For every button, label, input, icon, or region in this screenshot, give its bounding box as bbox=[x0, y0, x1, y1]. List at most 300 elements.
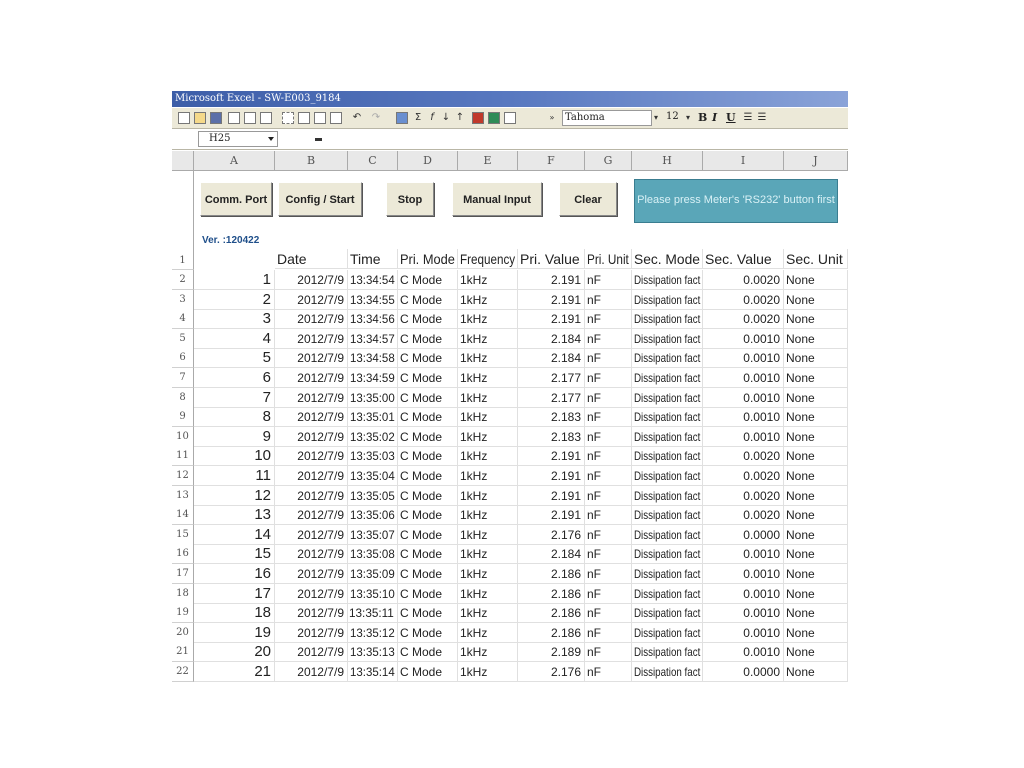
cell-sm[interactable] bbox=[632, 290, 703, 310]
cell-su[interactable] bbox=[784, 623, 848, 643]
cell-sv[interactable] bbox=[703, 466, 784, 486]
cell-pv[interactable] bbox=[518, 309, 585, 329]
cell-su[interactable] bbox=[784, 427, 848, 447]
cell-freq[interactable] bbox=[458, 348, 518, 368]
print-icon[interactable] bbox=[228, 112, 240, 124]
cell-freq[interactable] bbox=[458, 466, 518, 486]
cell-mode[interactable] bbox=[398, 623, 458, 643]
italic-button[interactable]: I bbox=[712, 111, 718, 124]
cell-sv[interactable] bbox=[703, 290, 784, 310]
cell-value: nF bbox=[587, 606, 602, 620]
cell-pv[interactable] bbox=[518, 466, 585, 486]
cell-sm[interactable] bbox=[632, 564, 703, 584]
cell-mode[interactable] bbox=[398, 309, 458, 329]
cell-value: None bbox=[786, 351, 815, 365]
cell-time[interactable] bbox=[348, 388, 398, 408]
row-header[interactable]: 22 bbox=[172, 662, 194, 682]
cell-time[interactable] bbox=[348, 662, 398, 682]
column-title-pri-value[interactable] bbox=[518, 249, 585, 269]
paste-icon[interactable] bbox=[314, 112, 326, 124]
cell-sm[interactable] bbox=[632, 544, 703, 564]
cell-sm[interactable] bbox=[632, 584, 703, 604]
cell-pu[interactable] bbox=[585, 525, 632, 545]
cell-su[interactable] bbox=[784, 584, 848, 604]
cell-mode[interactable] bbox=[398, 603, 458, 623]
cell-pv[interactable] bbox=[518, 623, 585, 643]
column-header-a[interactable]: A bbox=[194, 151, 275, 171]
cell-sv[interactable] bbox=[703, 348, 784, 368]
column-header-i[interactable]: I bbox=[703, 151, 784, 171]
cell-date[interactable] bbox=[275, 290, 348, 310]
cell-time[interactable] bbox=[348, 564, 398, 584]
chart-wizard-icon[interactable] bbox=[472, 112, 484, 124]
column-header-d[interactable]: D bbox=[398, 151, 458, 171]
cell-pu[interactable] bbox=[585, 486, 632, 506]
cell-date[interactable] bbox=[275, 329, 348, 349]
cell-pu[interactable] bbox=[585, 466, 632, 486]
stop-button[interactable]: Stop bbox=[386, 182, 434, 216]
cell-sv[interactable] bbox=[703, 446, 784, 466]
cell-mode[interactable] bbox=[398, 407, 458, 427]
autosum-icon[interactable]: Σ bbox=[414, 112, 422, 123]
align-left-icon[interactable]: ☰ bbox=[743, 112, 753, 123]
print-preview-icon[interactable] bbox=[244, 112, 256, 124]
cell-mode[interactable] bbox=[398, 290, 458, 310]
cell-pu[interactable] bbox=[585, 446, 632, 466]
cell-value: 0.0010 bbox=[743, 547, 780, 561]
cell-time[interactable] bbox=[348, 407, 398, 427]
cell-sv[interactable] bbox=[703, 564, 784, 584]
cell-sm[interactable] bbox=[632, 505, 703, 525]
font-size-select[interactable]: 12 bbox=[666, 111, 679, 122]
row-header[interactable]: 15 bbox=[172, 525, 194, 545]
cell-mode[interactable] bbox=[398, 544, 458, 564]
cell-freq[interactable] bbox=[458, 603, 518, 623]
cell-pv[interactable] bbox=[518, 505, 585, 525]
column-title-sec-value[interactable] bbox=[703, 249, 784, 269]
cell-sv[interactable] bbox=[703, 368, 784, 388]
drawing-icon[interactable] bbox=[488, 112, 500, 124]
cell-su[interactable] bbox=[784, 309, 848, 329]
cell-mode[interactable] bbox=[398, 525, 458, 545]
row-header[interactable]: 18 bbox=[172, 584, 194, 604]
cell-pu[interactable] bbox=[585, 505, 632, 525]
cell-freq[interactable] bbox=[458, 427, 518, 447]
row-header[interactable]: 11 bbox=[172, 446, 194, 466]
cell-sm[interactable] bbox=[632, 348, 703, 368]
cell-pv[interactable] bbox=[518, 662, 585, 682]
cell-sv[interactable] bbox=[703, 407, 784, 427]
cell-date[interactable] bbox=[275, 525, 348, 545]
cell-pu[interactable] bbox=[585, 642, 632, 662]
column-header-h[interactable]: H bbox=[632, 151, 703, 171]
cell-su[interactable] bbox=[784, 603, 848, 623]
undo-icon[interactable]: ↶ bbox=[352, 112, 362, 123]
cell-su[interactable] bbox=[784, 446, 848, 466]
cell-time[interactable] bbox=[348, 544, 398, 564]
cell-n[interactable] bbox=[194, 505, 275, 525]
cell-sv[interactable] bbox=[703, 642, 784, 662]
cell-su[interactable] bbox=[784, 486, 848, 506]
font-name-dropdown-icon[interactable]: ▾ bbox=[653, 113, 658, 122]
cell-su[interactable] bbox=[784, 348, 848, 368]
cell-time[interactable] bbox=[348, 270, 398, 290]
cell-time[interactable] bbox=[348, 348, 398, 368]
cell-pu[interactable] bbox=[585, 329, 632, 349]
cell-mode[interactable] bbox=[398, 427, 458, 447]
cell-pu[interactable] bbox=[585, 427, 632, 447]
cell-su[interactable] bbox=[784, 329, 848, 349]
cell-sm[interactable] bbox=[632, 329, 703, 349]
cell-date[interactable] bbox=[275, 603, 348, 623]
cell-n[interactable] bbox=[194, 270, 275, 290]
column-header-e[interactable]: E bbox=[458, 151, 518, 171]
cell-sm[interactable] bbox=[632, 603, 703, 623]
row-header[interactable]: 19 bbox=[172, 603, 194, 623]
row-header[interactable]: 2 bbox=[172, 270, 194, 290]
row-header[interactable]: 14 bbox=[172, 505, 194, 525]
column-title-date[interactable] bbox=[275, 249, 348, 269]
name-box[interactable]: H25 bbox=[198, 131, 278, 147]
cell-time[interactable] bbox=[348, 309, 398, 329]
cell-n[interactable] bbox=[194, 544, 275, 564]
function-icon[interactable]: f bbox=[430, 112, 434, 123]
cell-su[interactable] bbox=[784, 564, 848, 584]
font-size-dropdown-icon[interactable]: ▾ bbox=[685, 113, 690, 122]
cell-time[interactable] bbox=[348, 368, 398, 388]
cell-sm[interactable] bbox=[632, 662, 703, 682]
spelling-icon[interactable] bbox=[260, 112, 272, 124]
row-header[interactable]: 12 bbox=[172, 466, 194, 486]
sort-descending-icon[interactable]: ↑ bbox=[455, 112, 465, 123]
format-painter-icon[interactable] bbox=[330, 112, 342, 124]
cell-value: None bbox=[786, 371, 815, 385]
cell-time[interactable] bbox=[348, 642, 398, 662]
cell-pv[interactable] bbox=[518, 584, 585, 604]
cell-su[interactable] bbox=[784, 525, 848, 545]
column-header-g[interactable]: G bbox=[585, 151, 632, 171]
cell-freq[interactable] bbox=[458, 486, 518, 506]
cell-date[interactable] bbox=[275, 662, 348, 682]
toolbar-options-icon[interactable]: » bbox=[549, 113, 555, 122]
cell-date[interactable] bbox=[275, 505, 348, 525]
cell-time[interactable] bbox=[348, 584, 398, 604]
cell-mode[interactable] bbox=[398, 446, 458, 466]
cell-sm[interactable] bbox=[632, 270, 703, 290]
cell-sv[interactable] bbox=[703, 427, 784, 447]
row-header[interactable]: 8 bbox=[172, 388, 194, 408]
cell-date[interactable] bbox=[275, 486, 348, 506]
cell-sv[interactable] bbox=[703, 329, 784, 349]
cell-freq[interactable] bbox=[458, 662, 518, 682]
cell-sv[interactable] bbox=[703, 505, 784, 525]
manual-input-button[interactable]: Manual Input bbox=[452, 182, 542, 216]
cell-pu[interactable] bbox=[585, 309, 632, 329]
cell-mode[interactable] bbox=[398, 662, 458, 682]
cell-pu[interactable] bbox=[585, 603, 632, 623]
column-title-frequency[interactable] bbox=[458, 249, 518, 269]
cell-n[interactable] bbox=[194, 427, 275, 447]
copy-icon[interactable] bbox=[298, 112, 310, 124]
cell-sm[interactable] bbox=[632, 388, 703, 408]
sort-ascending-icon[interactable]: ↓ bbox=[441, 112, 451, 123]
cell-freq[interactable] bbox=[458, 505, 518, 525]
row-header[interactable]: 1 bbox=[172, 171, 194, 270]
cell-n[interactable] bbox=[194, 642, 275, 662]
cut-icon[interactable] bbox=[282, 112, 294, 124]
cell-time[interactable] bbox=[348, 329, 398, 349]
cell-mode[interactable] bbox=[398, 270, 458, 290]
cell-n[interactable] bbox=[194, 290, 275, 310]
cell-pu[interactable] bbox=[585, 584, 632, 604]
cell-n[interactable] bbox=[194, 388, 275, 408]
config-start-button[interactable]: Config / Start bbox=[278, 182, 362, 216]
cell-date[interactable] bbox=[275, 544, 348, 564]
cell-time[interactable] bbox=[348, 505, 398, 525]
row-header[interactable]: 6 bbox=[172, 348, 194, 368]
bold-button[interactable]: B bbox=[698, 111, 708, 124]
cell-sv[interactable] bbox=[703, 603, 784, 623]
save-icon[interactable] bbox=[210, 112, 222, 124]
cell-value: None bbox=[786, 587, 815, 601]
row-header[interactable]: 7 bbox=[172, 368, 194, 388]
select-all-corner[interactable] bbox=[172, 151, 194, 171]
cell-freq[interactable] bbox=[458, 368, 518, 388]
row-header[interactable]: 4 bbox=[172, 309, 194, 329]
cell-date[interactable] bbox=[275, 388, 348, 408]
cell-pu[interactable] bbox=[585, 564, 632, 584]
cell-mode[interactable] bbox=[398, 584, 458, 604]
cell-time[interactable] bbox=[348, 446, 398, 466]
cell-sv[interactable] bbox=[703, 662, 784, 682]
cell-n[interactable] bbox=[194, 486, 275, 506]
cell-time[interactable] bbox=[348, 486, 398, 506]
cell-freq[interactable] bbox=[458, 623, 518, 643]
cell-freq[interactable] bbox=[458, 544, 518, 564]
cell-mode[interactable] bbox=[398, 368, 458, 388]
cell-pv[interactable] bbox=[518, 642, 585, 662]
cell-pu[interactable] bbox=[585, 368, 632, 388]
cell-value: 1kHz bbox=[460, 567, 488, 581]
cell-freq[interactable] bbox=[458, 584, 518, 604]
cell-sm[interactable] bbox=[632, 623, 703, 643]
cell-freq[interactable] bbox=[458, 329, 518, 349]
cell-n[interactable] bbox=[194, 662, 275, 682]
cell-pv[interactable] bbox=[518, 329, 585, 349]
cell-sm[interactable] bbox=[632, 642, 703, 662]
cell-mode[interactable] bbox=[398, 388, 458, 408]
cell-mode[interactable] bbox=[398, 486, 458, 506]
cell-su[interactable] bbox=[784, 407, 848, 427]
cell-sv[interactable] bbox=[703, 544, 784, 564]
cell-n[interactable] bbox=[194, 466, 275, 486]
cell-pv[interactable] bbox=[518, 348, 585, 368]
cell-pu[interactable] bbox=[585, 407, 632, 427]
cell-freq[interactable] bbox=[458, 564, 518, 584]
cell-pu[interactable] bbox=[585, 348, 632, 368]
cell-sv[interactable] bbox=[703, 623, 784, 643]
cell-n[interactable] bbox=[194, 348, 275, 368]
cell-n[interactable] bbox=[194, 407, 275, 427]
cell-time[interactable] bbox=[348, 427, 398, 447]
cell-n[interactable] bbox=[194, 564, 275, 584]
cell-sm[interactable] bbox=[632, 407, 703, 427]
cell-sm[interactable] bbox=[632, 525, 703, 545]
cell-date[interactable] bbox=[275, 446, 348, 466]
cell-freq[interactable] bbox=[458, 642, 518, 662]
cell-pv[interactable] bbox=[518, 525, 585, 545]
cell-freq[interactable] bbox=[458, 290, 518, 310]
cell-pu[interactable] bbox=[585, 623, 632, 643]
hyperlink-icon[interactable] bbox=[396, 112, 408, 124]
open-folder-icon[interactable] bbox=[194, 112, 206, 124]
cell-pv[interactable] bbox=[518, 388, 585, 408]
column-title-pri-mode[interactable] bbox=[398, 249, 458, 269]
cell-sm[interactable] bbox=[632, 309, 703, 329]
cell-time[interactable] bbox=[348, 525, 398, 545]
column-title-time[interactable] bbox=[348, 249, 398, 269]
cell-date[interactable] bbox=[275, 584, 348, 604]
cell-mode[interactable] bbox=[398, 505, 458, 525]
cell-value: Dissipation fact bbox=[634, 508, 701, 522]
cell-pv[interactable] bbox=[518, 544, 585, 564]
help-icon[interactable] bbox=[504, 112, 516, 124]
cell-sm[interactable] bbox=[632, 466, 703, 486]
cell-su[interactable] bbox=[784, 270, 848, 290]
cell-pv[interactable] bbox=[518, 427, 585, 447]
redo-icon[interactable]: ↷ bbox=[371, 112, 381, 123]
cell-mode[interactable] bbox=[398, 329, 458, 349]
cell-pv[interactable] bbox=[518, 270, 585, 290]
cell-n[interactable] bbox=[194, 603, 275, 623]
cell-sv[interactable] bbox=[703, 388, 784, 408]
cell-sm[interactable] bbox=[632, 427, 703, 447]
cell-mode[interactable] bbox=[398, 642, 458, 662]
cell-pv[interactable] bbox=[518, 564, 585, 584]
cell-date[interactable] bbox=[275, 642, 348, 662]
row-header[interactable]: 16 bbox=[172, 544, 194, 564]
row-header[interactable]: 13 bbox=[172, 486, 194, 506]
cell-freq[interactable] bbox=[458, 388, 518, 408]
cell-sv[interactable] bbox=[703, 270, 784, 290]
cell-time[interactable] bbox=[348, 290, 398, 310]
cell-su[interactable] bbox=[784, 642, 848, 662]
cell-n[interactable] bbox=[194, 525, 275, 545]
column-header-j[interactable]: J bbox=[784, 151, 848, 171]
cell-value: nF bbox=[587, 332, 602, 346]
cell-date[interactable] bbox=[275, 348, 348, 368]
cell-date[interactable] bbox=[275, 564, 348, 584]
cell-n[interactable] bbox=[194, 623, 275, 643]
clear-button[interactable]: Clear bbox=[559, 182, 617, 216]
cell-sv[interactable] bbox=[703, 525, 784, 545]
align-center-icon[interactable]: ☰ bbox=[757, 112, 767, 123]
cell-pu[interactable] bbox=[585, 290, 632, 310]
cell-su[interactable] bbox=[784, 388, 848, 408]
cell-time[interactable] bbox=[348, 466, 398, 486]
column-header-b[interactable]: B bbox=[275, 151, 348, 171]
row-header[interactable]: 20 bbox=[172, 623, 194, 643]
cell-date[interactable] bbox=[275, 427, 348, 447]
cell-su[interactable] bbox=[784, 290, 848, 310]
cell-mode[interactable] bbox=[398, 466, 458, 486]
cell-sm[interactable] bbox=[632, 446, 703, 466]
cell-pv[interactable] bbox=[518, 603, 585, 623]
cell-n[interactable] bbox=[194, 329, 275, 349]
comm-port-button[interactable]: Comm. Port bbox=[200, 182, 272, 216]
cell-date[interactable] bbox=[275, 466, 348, 486]
column-title-sec-mode[interactable] bbox=[632, 249, 703, 269]
cell-date[interactable] bbox=[275, 270, 348, 290]
cell-pv[interactable] bbox=[518, 446, 585, 466]
new-file-icon[interactable] bbox=[178, 112, 190, 124]
cell-su[interactable] bbox=[784, 662, 848, 682]
cell-sv[interactable] bbox=[703, 486, 784, 506]
cell-pu[interactable] bbox=[585, 270, 632, 290]
row-header[interactable]: 21 bbox=[172, 642, 194, 662]
cell-pv[interactable] bbox=[518, 407, 585, 427]
cell-freq[interactable] bbox=[458, 525, 518, 545]
row-header[interactable]: 5 bbox=[172, 329, 194, 349]
cell-value: 2.191 bbox=[550, 489, 581, 503]
row-header[interactable]: 3 bbox=[172, 290, 194, 310]
row-header[interactable]: 17 bbox=[172, 564, 194, 584]
cell-su[interactable] bbox=[784, 466, 848, 486]
cell-pu[interactable] bbox=[585, 544, 632, 564]
cell-pu[interactable] bbox=[585, 662, 632, 682]
cell-su[interactable] bbox=[784, 368, 848, 388]
column-header-c[interactable]: C bbox=[348, 151, 398, 171]
column-header-f[interactable]: F bbox=[518, 151, 585, 171]
name-box-dropdown-icon[interactable] bbox=[268, 137, 274, 141]
cell-value: C Mode bbox=[400, 528, 443, 542]
cell-freq[interactable] bbox=[458, 309, 518, 329]
cell-sv[interactable] bbox=[703, 309, 784, 329]
cell-su[interactable] bbox=[784, 544, 848, 564]
column-title-pri-unit[interactable] bbox=[585, 249, 632, 269]
cell-n[interactable] bbox=[194, 368, 275, 388]
cell-freq[interactable] bbox=[458, 407, 518, 427]
cell-date[interactable] bbox=[275, 368, 348, 388]
row-header[interactable]: 9 bbox=[172, 407, 194, 427]
cell-value: 2012/7/9 bbox=[297, 626, 344, 640]
cell-su[interactable] bbox=[784, 505, 848, 525]
cell-mode[interactable] bbox=[398, 564, 458, 584]
cell-time[interactable] bbox=[348, 623, 398, 643]
row-header[interactable]: 10 bbox=[172, 427, 194, 447]
cell-freq[interactable] bbox=[458, 446, 518, 466]
underline-button[interactable]: U bbox=[726, 111, 736, 124]
cell-pv[interactable] bbox=[518, 368, 585, 388]
cell-pv[interactable] bbox=[518, 290, 585, 310]
cell-freq[interactable] bbox=[458, 270, 518, 290]
cell-pu[interactable] bbox=[585, 388, 632, 408]
cell-date[interactable] bbox=[275, 309, 348, 329]
cell-sm[interactable] bbox=[632, 368, 703, 388]
cell-time[interactable] bbox=[348, 603, 398, 623]
cell-n[interactable] bbox=[194, 309, 275, 329]
cell-n[interactable] bbox=[194, 446, 275, 466]
cell-sv[interactable] bbox=[703, 584, 784, 604]
cell-date[interactable] bbox=[275, 407, 348, 427]
cell-mode[interactable] bbox=[398, 348, 458, 368]
cell-date[interactable] bbox=[275, 623, 348, 643]
column-title-sec-unit[interactable] bbox=[784, 249, 848, 269]
cell-sm[interactable] bbox=[632, 486, 703, 506]
cell-n[interactable] bbox=[194, 584, 275, 604]
cell-pv[interactable] bbox=[518, 486, 585, 506]
font-name-select[interactable]: Tahoma bbox=[562, 110, 652, 126]
